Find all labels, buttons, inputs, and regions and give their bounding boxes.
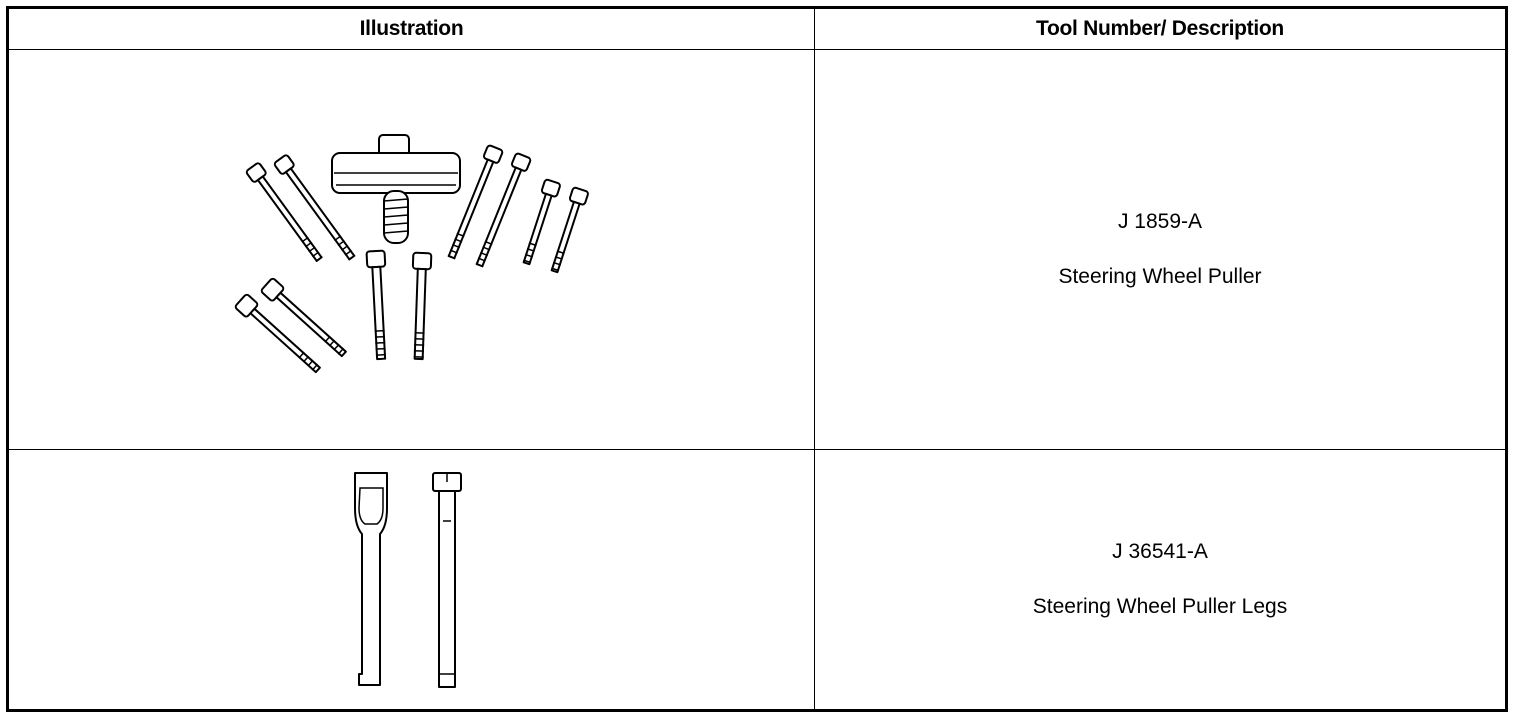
table-row bbox=[8, 450, 1507, 711]
header-row bbox=[8, 8, 1507, 50]
tools-table bbox=[6, 6, 1508, 712]
tool-description: Steering Wheel Puller Legs bbox=[1032, 595, 1288, 619]
illustration-cell bbox=[8, 450, 815, 711]
puller-legs-icon bbox=[342, 465, 482, 695]
description-cell bbox=[815, 450, 1507, 711]
table-row bbox=[8, 50, 1507, 450]
steering-wheel-puller-icon bbox=[222, 125, 602, 375]
illustration-cell bbox=[8, 50, 815, 450]
tool-number: J 36541-A bbox=[1112, 540, 1208, 564]
description-header: Tool Number/ Description bbox=[815, 8, 1507, 50]
illustration-header: Illustration bbox=[8, 8, 815, 50]
tool-description: Steering Wheel Puller bbox=[1058, 265, 1262, 289]
description-cell bbox=[815, 50, 1507, 450]
tool-number: J 1859-A bbox=[1117, 210, 1203, 234]
